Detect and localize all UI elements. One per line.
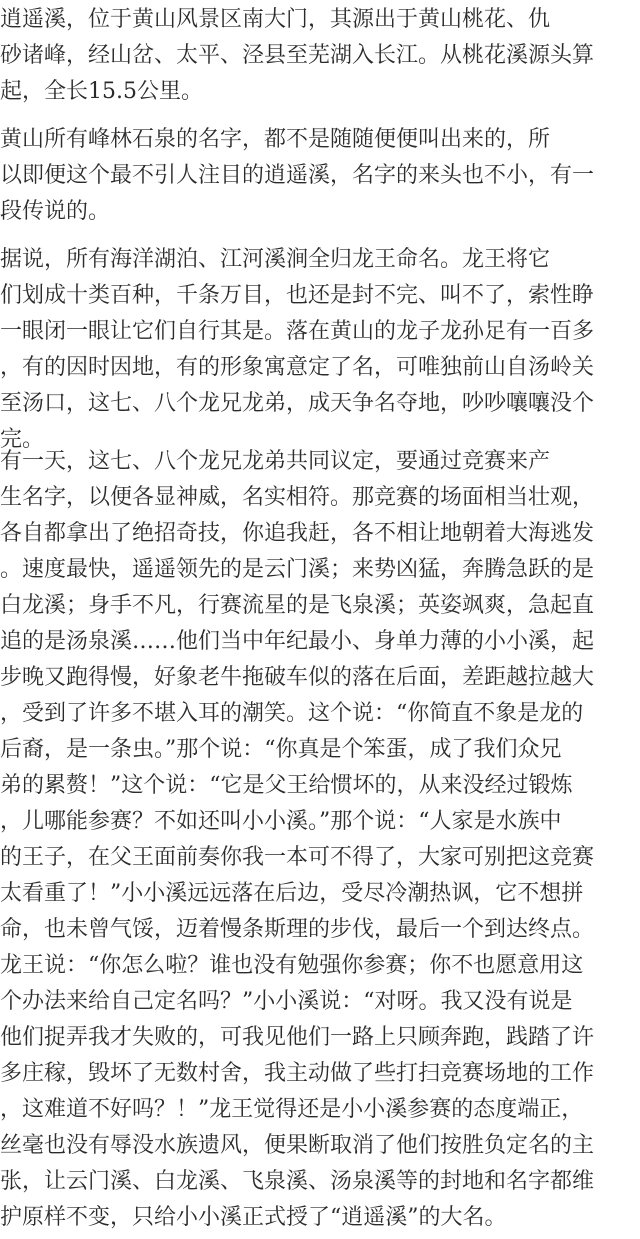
text-line: 逍遥溪，位于黄山风景区南大门，其源出于黄山桃花、仇 (0, 7, 551, 32)
text-line: 护原样不变，只给小小溪正式授了“逍遥溪”的大名。 (0, 1205, 507, 1230)
text-line: 生名字，以便各显神威，名实相符。那竞赛的场面相当壮观， (0, 485, 595, 510)
text-line: 弟的累赘！”这个说：“它是父王给惯坏的，从来没经过锻炼 (0, 773, 573, 798)
text-line: 后裔，是一条虫。”那个说：“你真是个笨蛋，成了我们众兄 (0, 737, 562, 762)
text-line: 们划成十类百种，千条万目，也还是封不完、叫不了，索性睁 (0, 283, 595, 308)
text-line: 个办法来给自己定名吗？”小小溪说：“对呀。我又没有说是 (0, 989, 573, 1014)
text-line: 白龙溪；身手不凡，行赛流星的是飞泉溪；英姿飒爽，急起直 (0, 593, 595, 618)
text-line: 完。 (0, 427, 45, 452)
text-line: ，有的因时因地，有的形象寓意定了名，可唯独前山自汤岭关 (0, 355, 595, 380)
text-line: 各自都拿出了绝招奇技，你追我赶，各不相让地朝着大海逃发 (0, 521, 595, 546)
text-line: 追的是汤泉溪……他们当中年纪最小、身单力薄的小小溪，起 (0, 629, 595, 654)
text-line: 段传说的。 (0, 199, 111, 224)
text-line: 据说，所有海洋湖泊、江河溪涧全归龙王命名。龙王将它 (0, 247, 551, 272)
text-line: 以即便这个最不引人注目的逍遥溪，名字的来头也不小，有一 (0, 163, 595, 188)
text-line: 他们捉弄我才失败的，可我见他们一路上只顾奔跑，践踏了许 (0, 1025, 595, 1050)
text-line: 命，也未曾气馁，迈着慢条斯理的步伐，最后一个到达终点。 (0, 917, 595, 942)
text-line: 起，全长15.5公里。 (0, 79, 203, 104)
text-line: 丝毫也没有辱没水族遗风，便果断取消了他们按胜负定名的主 (0, 1133, 595, 1158)
text-line: 有一天，这七、八个龙兄龙弟共同议定，要通过竞赛来产 (0, 449, 551, 474)
text-line: 龙王说：“你怎么啦？谁也没有勉强你参赛；你不也愿意用这 (0, 953, 584, 978)
text-line: 砂诸峰，经山岔、太平、泾县至芜湖入长江。从桃花溪源头算 (0, 43, 595, 68)
text-line: 的王子，在父王面前奏你我一本可不得了，大家可别把这竞赛 (0, 845, 595, 870)
text-line: ，这难道不好吗？！”龙王觉得还是小小溪参赛的态度端正， (0, 1097, 584, 1122)
text-line: 。速度最快，遥遥领先的是云门溪；来势凶猛，奔腾急跃的是 (0, 557, 595, 582)
text-line: 步晚又跑得慢，好象老牛拖破车似的落在后面，差距越拉越大 (0, 665, 595, 690)
text-line: ，受到了许多不堪入耳的潮笑。这个说：“你简直不象是龙的 (0, 701, 584, 726)
text-line: ，儿哪能参赛？不如还叫小小溪。”那个说：“人家是水族中 (0, 809, 562, 834)
text-line: 太看重了！”小小溪远远落在后边，受尽冷潮热讽，它不想拼 (0, 881, 584, 906)
text-line: 多庄稼，毁坏了无数村舍，我主动做了些打扫竞赛场地的工作 (0, 1061, 595, 1086)
text-line: 至汤口，这七、八个龙兄龙弟，成天争名夺地，吵吵嚷嚷没个 (0, 391, 595, 416)
text-line: 一眼闭一眼让它们自行其是。落在黄山的龙子龙孙足有一百多 (0, 319, 595, 344)
text-line: 张，让云门溪、白龙溪、飞泉溪、汤泉溪等的封地和名字都维 (0, 1169, 595, 1194)
text-line: 黄山所有峰林石泉的名字，都不是随随便便叫出来的，所 (0, 127, 551, 152)
